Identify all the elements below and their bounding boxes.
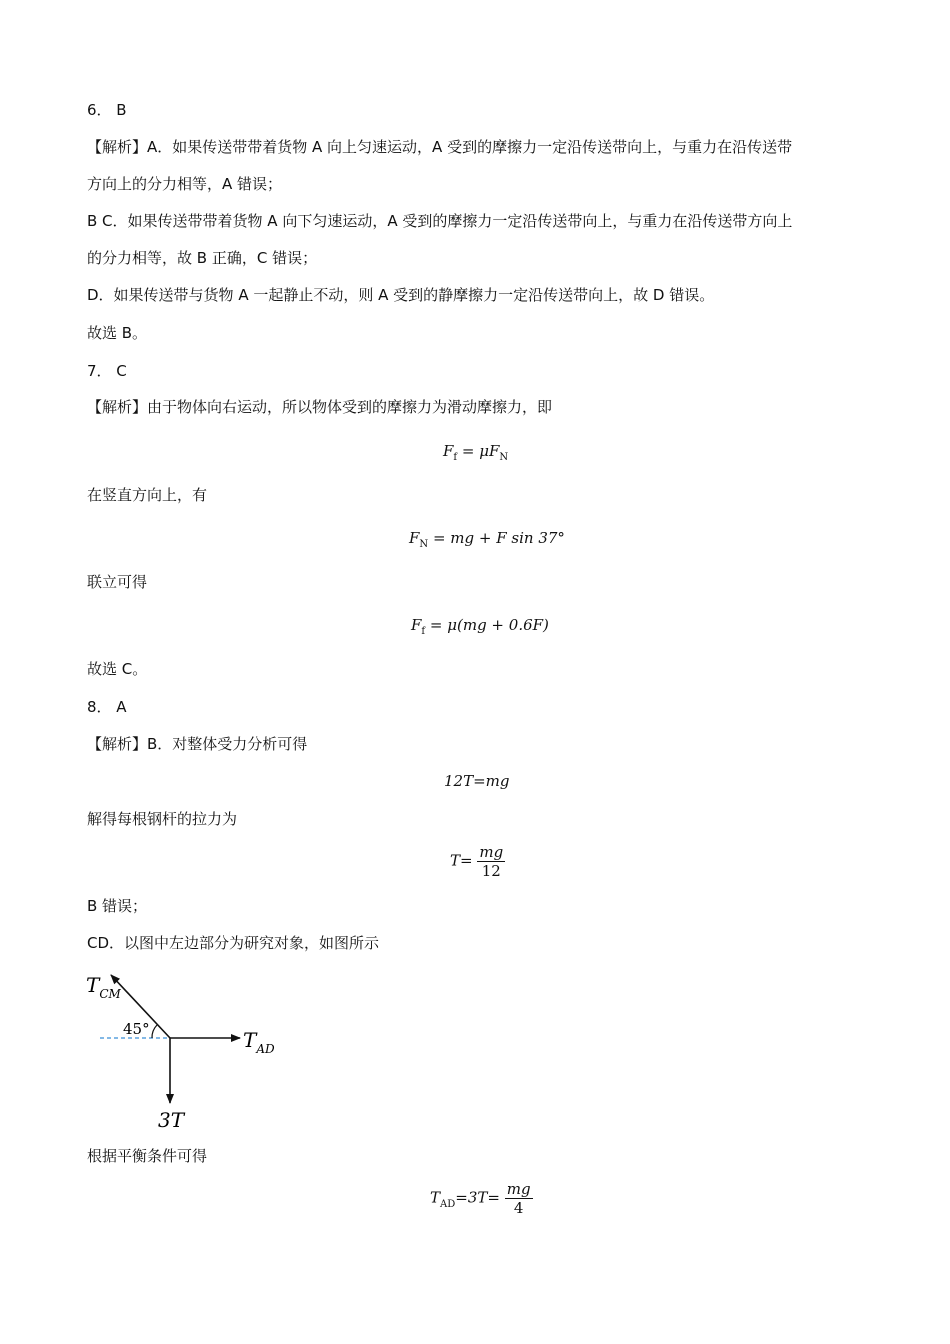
q8-explanation-b: 【解析】B．对整体受力分析可得: [87, 735, 308, 753]
force-diagram: [80, 965, 320, 1135]
q6-answer: 6． B: [87, 101, 127, 119]
q8-explanation-cd: CD．以图中左边部分为研究对象，如图所示: [87, 934, 380, 952]
q7-equation-normal: $F_N$ = mg + F sin 37°: [409, 529, 565, 550]
q8-tension-text: 解得每根钢杆的拉力为: [87, 810, 238, 828]
t-cm-label: $T_{CM}$: [86, 973, 121, 1001]
q6-explanation-a-cont: 方向上的分力相等，A 错误；: [87, 175, 283, 193]
q8-answer: 8． A: [87, 698, 127, 716]
q8-equilibrium-text: 根据平衡条件可得: [87, 1147, 208, 1165]
q7-equation-friction: $F_f = \mu F_N$: [443, 442, 509, 463]
q7-conclusion: 故选 C。: [87, 660, 148, 678]
q7-equation-result: $F_f = \mu(mg + 0.6F)$: [411, 616, 549, 637]
down-force-label: 3T: [158, 1108, 185, 1132]
q7-combine-text: 联立可得: [87, 573, 148, 591]
q6-explanation-bc-cont: 的分力相等，故 B 正确，C 错误；: [87, 249, 318, 267]
q6-explanation-d: D．如果传送带与货物 A 一起静止不动，则 A 受到的静摩擦力一定沿传送带向上，故 D 错误。: [87, 286, 715, 304]
q8-equation-tension: T= $\frac{mg}{12}$: [450, 843, 504, 880]
q6-conclusion: 故选 B。: [87, 324, 148, 342]
t-ad-label: $T_{AD}$: [243, 1028, 275, 1056]
angle-label: 45°: [123, 1020, 150, 1038]
q8-b-wrong: B 错误；: [87, 897, 148, 915]
q6-explanation-a: 【解析】A．如果传送带带着货物 A 向上匀速运动，A 受到的摩擦力一定沿传送带向上，与重力在沿传送带: [87, 138, 793, 156]
angle-arc: [152, 1025, 157, 1038]
q8-equation-tad: $T_{AD}=3T=$ $\frac{mg}{4}$: [430, 1180, 531, 1217]
q7-vertical-text: 在竖直方向上，有: [87, 486, 208, 504]
q8-equation-total: 12T=mg: [444, 772, 510, 790]
q7-explanation: 【解析】由于物体向右运动，所以物体受到的摩擦力为滑动摩擦力，即: [87, 398, 553, 416]
q6-explanation-bc: B C．如果传送带带着货物 A 向下匀速运动，A 受到的摩擦力一定沿传送带向上，与重力在沿传送带方向上: [87, 212, 793, 230]
q7-answer: 7． C: [87, 362, 127, 380]
